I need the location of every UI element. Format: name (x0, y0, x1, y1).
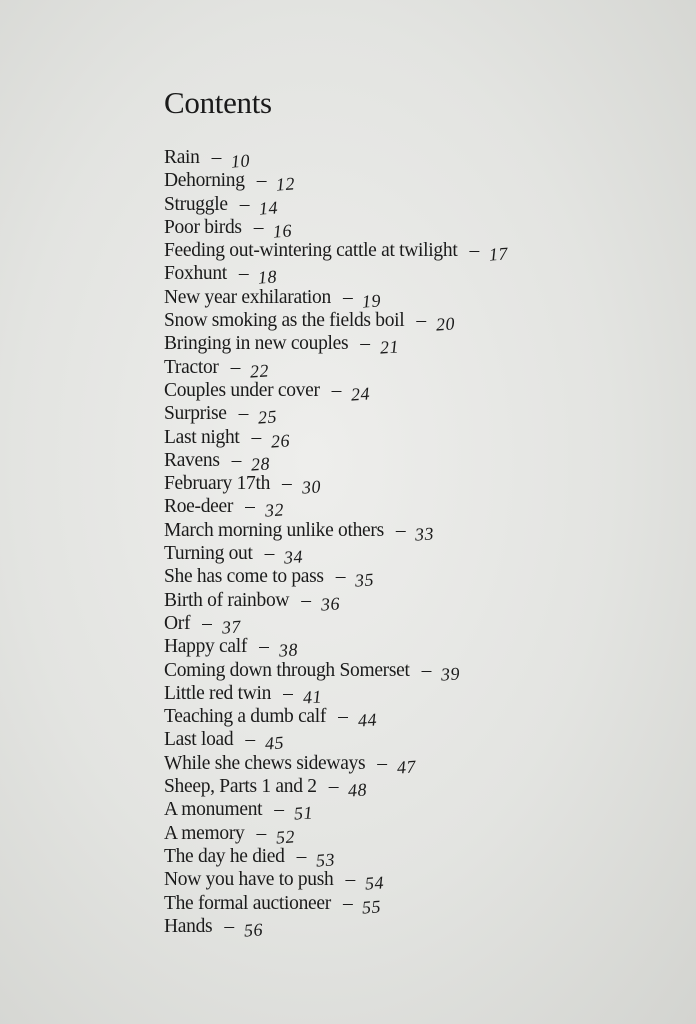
toc-entry-title: Last night (164, 426, 240, 448)
toc-entry (164, 239, 509, 265)
toc-page-number: 35 (354, 569, 375, 591)
toc-separator: – (421, 659, 432, 681)
toc-entry (164, 286, 508, 312)
toc-separator: – (256, 170, 267, 192)
toc-separator: – (245, 496, 255, 518)
toc-entry (164, 822, 508, 848)
toc-entry-title: Foxhunt (164, 263, 227, 285)
toc-separator: – (342, 892, 353, 914)
toc-separator: – (296, 845, 307, 867)
toc-page-number: 41 (301, 686, 323, 708)
toc-entry (164, 449, 508, 475)
table-of-contents (164, 146, 509, 941)
toc-entry (164, 659, 508, 685)
toc-page-number: 55 (361, 895, 383, 918)
toc-separator: – (256, 822, 266, 844)
toc-entry (164, 752, 508, 778)
toc-separator: – (331, 379, 342, 401)
toc-page-number: 19 (361, 290, 383, 312)
toc-separator: – (230, 356, 241, 378)
toc-entry-title: Last load (164, 729, 234, 751)
toc-separator: – (264, 543, 275, 565)
toc-entry (164, 775, 508, 801)
toc-entry-title: Happy calf (164, 636, 248, 658)
toc-page-number: 48 (347, 779, 368, 801)
toc-entry-title: She has come to pass (164, 566, 324, 588)
toc-separator: – (202, 612, 212, 634)
toc-separator: – (251, 426, 261, 448)
toc-separator: – (345, 869, 355, 891)
toc-entry (164, 868, 508, 894)
toc-page-number: 21 (379, 336, 400, 359)
toc-page-number: 53 (315, 849, 336, 871)
toc-entry (164, 426, 508, 452)
toc-entry (164, 542, 508, 568)
toc-entry-title: Now you have to push (164, 869, 334, 891)
toc-entry-title: Snow smoking as the fields boil (164, 310, 405, 332)
toc-separator: – (338, 706, 348, 728)
toc-separator: – (282, 473, 292, 495)
toc-page-number: 28 (250, 453, 271, 475)
toc-entry-title: A monument (164, 799, 263, 821)
toc-entry (164, 589, 508, 615)
toc-page-number: 38 (277, 639, 299, 661)
toc-page-number: 26 (270, 429, 291, 452)
toc-separator: – (274, 799, 284, 821)
toc-entry (164, 705, 508, 731)
toc-separator: – (253, 216, 264, 238)
toc-page-number: 12 (275, 173, 296, 195)
toc-entry (164, 915, 508, 941)
toc-separator: – (335, 566, 346, 588)
toc-page-number: 39 (440, 662, 461, 685)
toc-entry-title: A memory (164, 822, 245, 844)
toc-page-number: 54 (364, 872, 385, 894)
toc-entry (164, 565, 508, 591)
toc-entry-title: Ravens (164, 449, 220, 471)
toc-entry (164, 495, 508, 522)
toc-entry (164, 379, 508, 405)
toc-page-number: 36 (319, 593, 341, 615)
toc-entry-title: Poor birds (164, 216, 242, 238)
toc-separator: – (469, 240, 479, 262)
toc-page-number: 18 (257, 266, 279, 289)
toc-page-number: 34 (283, 546, 304, 568)
toc-page-number: 17 (488, 243, 509, 265)
toc-entry (164, 728, 508, 755)
toc-page-number: 25 (257, 406, 278, 428)
toc-separator: – (283, 682, 293, 704)
toc-entry-title: Rain (164, 147, 200, 168)
toc-separator: – (231, 449, 242, 471)
toc-page-number: 10 (230, 150, 251, 172)
toc-separator: – (416, 310, 426, 332)
toc-entry (164, 146, 508, 172)
toc-page-number: 16 (272, 220, 293, 242)
toc-entry-title: Coming down through Somerset (164, 659, 410, 681)
toc-page-number: 32 (263, 499, 285, 522)
toc-separator: – (245, 729, 255, 751)
toc-entry (164, 472, 508, 498)
toc-entry-title: Bringing in new couples (164, 333, 349, 355)
toc-separator: – (328, 776, 339, 798)
toc-entry (164, 193, 508, 219)
toc-page-number: 14 (258, 196, 279, 219)
toc-page-number: 47 (396, 756, 417, 778)
toc-page-number: 33 (414, 523, 435, 545)
toc-entry (164, 845, 508, 871)
toc-separator: – (342, 286, 353, 308)
toc-entry-title: Hands (164, 915, 213, 937)
toc-entry-title: New year exhilaration (164, 286, 331, 308)
toc-separator: – (211, 147, 222, 168)
toc-entry-title: Couples under cover (164, 379, 320, 401)
toc-separator: – (301, 589, 311, 611)
toc-entry-title: Struggle (164, 193, 228, 215)
toc-page-number: 30 (300, 476, 322, 498)
page-title: Contents (164, 85, 272, 120)
toc-entry-title: Sheep, Parts 1 and 2 (164, 776, 317, 798)
toc-entry-title: Dehorning (164, 170, 245, 192)
toc-entry-title: Roe-deer (164, 496, 234, 518)
toc-page-number: 22 (249, 360, 270, 382)
toc-entry (164, 356, 508, 382)
toc-entry (164, 519, 508, 545)
toc-entry (164, 402, 508, 428)
toc-separator: – (377, 752, 387, 774)
toc-separator: – (395, 519, 406, 541)
toc-entry-title: Turning out (164, 543, 253, 565)
toc-page-number: 51 (293, 802, 314, 824)
toc-entry-title: Birth of rainbow (164, 589, 290, 611)
toc-entry-title: Surprise (164, 403, 227, 425)
toc-entry-title: March morning unlike others (164, 519, 384, 541)
toc-entry (164, 332, 508, 359)
toc-entry (164, 169, 508, 195)
toc-separator: – (259, 636, 269, 658)
toc-entry (164, 262, 508, 289)
toc-separator: – (239, 193, 250, 215)
toc-entry-title: Teaching a dumb calf (164, 706, 327, 728)
toc-page-number: 24 (350, 383, 371, 405)
toc-entry-title: Tractor (164, 356, 219, 378)
toc-entry-title: Orf (164, 612, 191, 634)
toc-page-number: 56 (243, 919, 264, 941)
toc-page-number: 20 (435, 313, 456, 335)
toc-entry (164, 635, 508, 661)
toc-entry-title: Little red twin (164, 682, 272, 704)
toc-page-number: 37 (220, 616, 242, 638)
toc-entry (164, 216, 508, 242)
toc-entry (164, 798, 508, 824)
toc-separator: – (238, 263, 249, 285)
toc-entry-title: While she chews sideways (164, 752, 366, 774)
toc-page-number: 45 (264, 732, 285, 755)
toc-page-number: 44 (356, 709, 378, 731)
toc-entry (164, 892, 508, 918)
toc-separator: – (238, 403, 249, 425)
toc-page-number: 52 (275, 825, 296, 848)
toc-entry (164, 309, 508, 335)
toc-separator: – (224, 915, 234, 937)
toc-separator: – (360, 333, 370, 355)
toc-entry-title: The formal auctioneer (164, 892, 331, 914)
toc-entry-title: The day he died (164, 845, 285, 867)
toc-entry-title: Feeding out-wintering cattle at twilight (164, 240, 458, 262)
toc-entry-title: February 17th (164, 473, 271, 495)
